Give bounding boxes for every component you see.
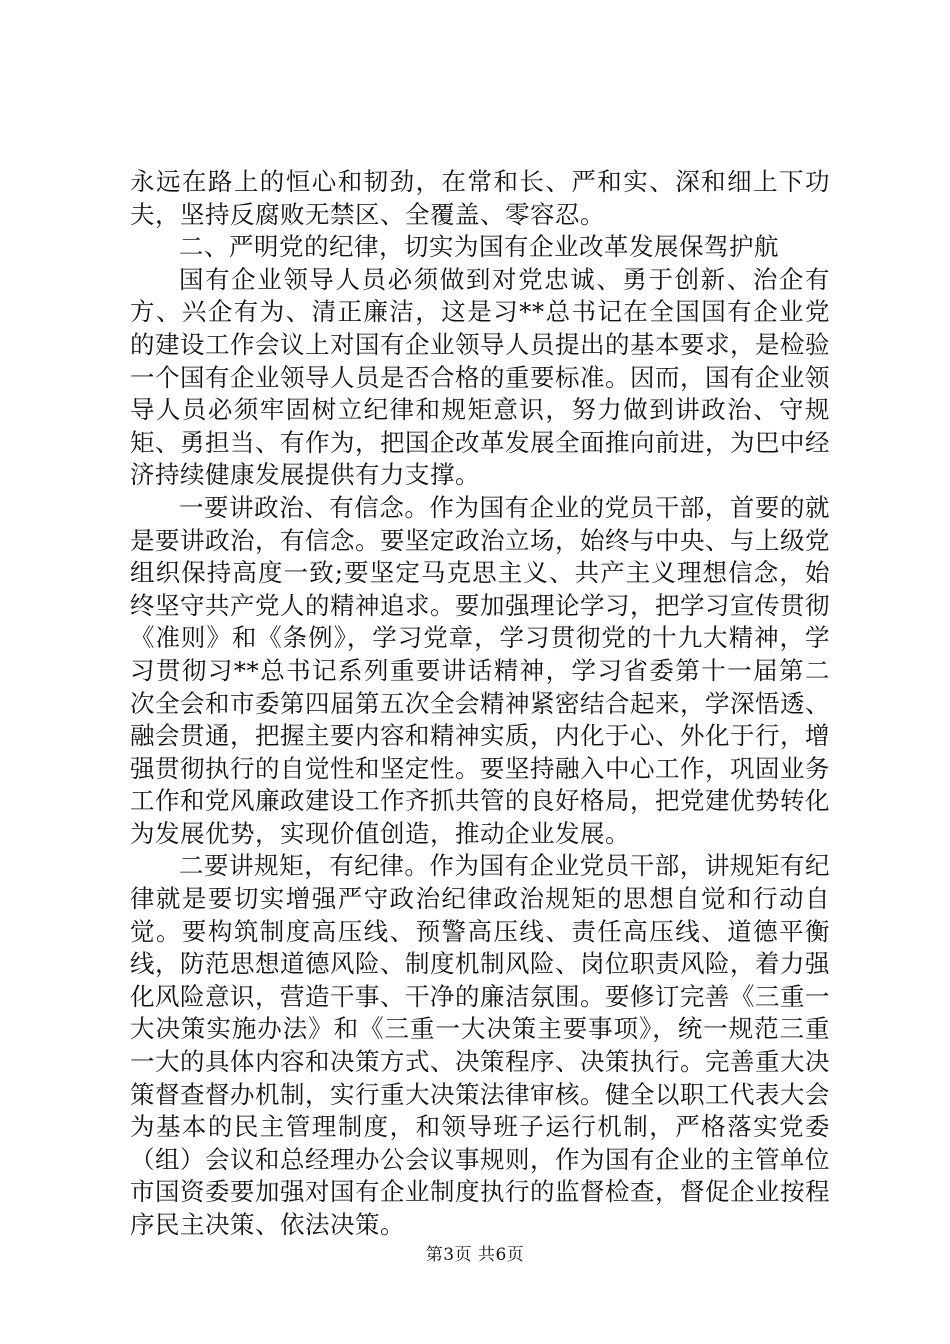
section-heading: 二、严明党的纪律，切实为国有企业改革发展保驾护航 bbox=[179, 232, 779, 262]
paragraph: 国有企业领导人员必须做到对党忠诚、勇于创新、治企有方、兴企有为、清正廉洁，这是习**总书记在全国国有企业党的建设工作会议上对国有企业领导人员提出的基本要求，是检验一个国有企业领导人员是否合格的重要标准。因而，国有企业领导人员必须牢固树立纪律和规矩意识，努力做到讲政治、守规矩、勇担当、有作为，把国企改革发展全面推向前进，为巴中经济持续健康发展提供有力支撑。 bbox=[130, 264, 830, 490]
document-body bbox=[130, 166, 830, 1242]
paragraph-continuation: 永远在路上的恒心和韧劲，在常和长、严和实、深和细上下功夫，坚持反腐败无禁区、全覆盖、零容忍。 bbox=[130, 167, 830, 229]
page-number-footer: 第3页 共6页 bbox=[425, 1245, 525, 1265]
paragraph: 一要讲政治、有信念。作为国有企业的党员干部，首要的就是要讲政治，有信念。要坚定政治立场，始终与中央、与上级党组织保持高度一致;要坚定马克思主义、共产主义理想信念，始终坚守共产党人的精神追求。要加强理论学习，把学习宣传贯彻《准则》和《条例》，学习党章，学习贯彻党的十九大精神，学习贯彻习**总书记系列重要讲话精神，学习省委第十一届第二次全会和市委第四届第五次全会精神紧密结合起来，学深悟透、融会贯通，把握主要内容和精神实质，内化于心、外化于行，增强贯彻执行的自觉性和坚定性。要坚持融入中心工作，巩固业务工作和党风廉政建设工作齐抓共管的良好格局，把党建优势转化为发展优势，实现价值创造，推动企业发展。 bbox=[130, 492, 830, 848]
paragraph: 二要讲规矩，有纪律。作为国有企业党员干部，讲规矩有纪律就是要切实增强严守政治纪律政治规矩的思想自觉和行动自觉。要构筑制度高压线、预警高压线、责任高压线、道德平衡线，防范思想道德风险、制度机制风险、岗位职责风险，着力强化风险意识，营造干事、干净的廉洁氛围。要修订完善《三重一大决策实施办法》和《三重一大决策主要事项》，统一规范三重一大的具体内容和决策方式、决策程序、决策执行。完善重大决策督查督办机制，实行重大决策法律审核。健全以职工代表大会为基本的民主管理制度，和领导班子运行机制，严格落实党委（组）会议和总经理办公会议事规则，作为国有企业的主管单位市国资委要加强对国有企业制度执行的监督检查，督促企业按程序民主决策、依法决策。 bbox=[130, 851, 830, 1239]
